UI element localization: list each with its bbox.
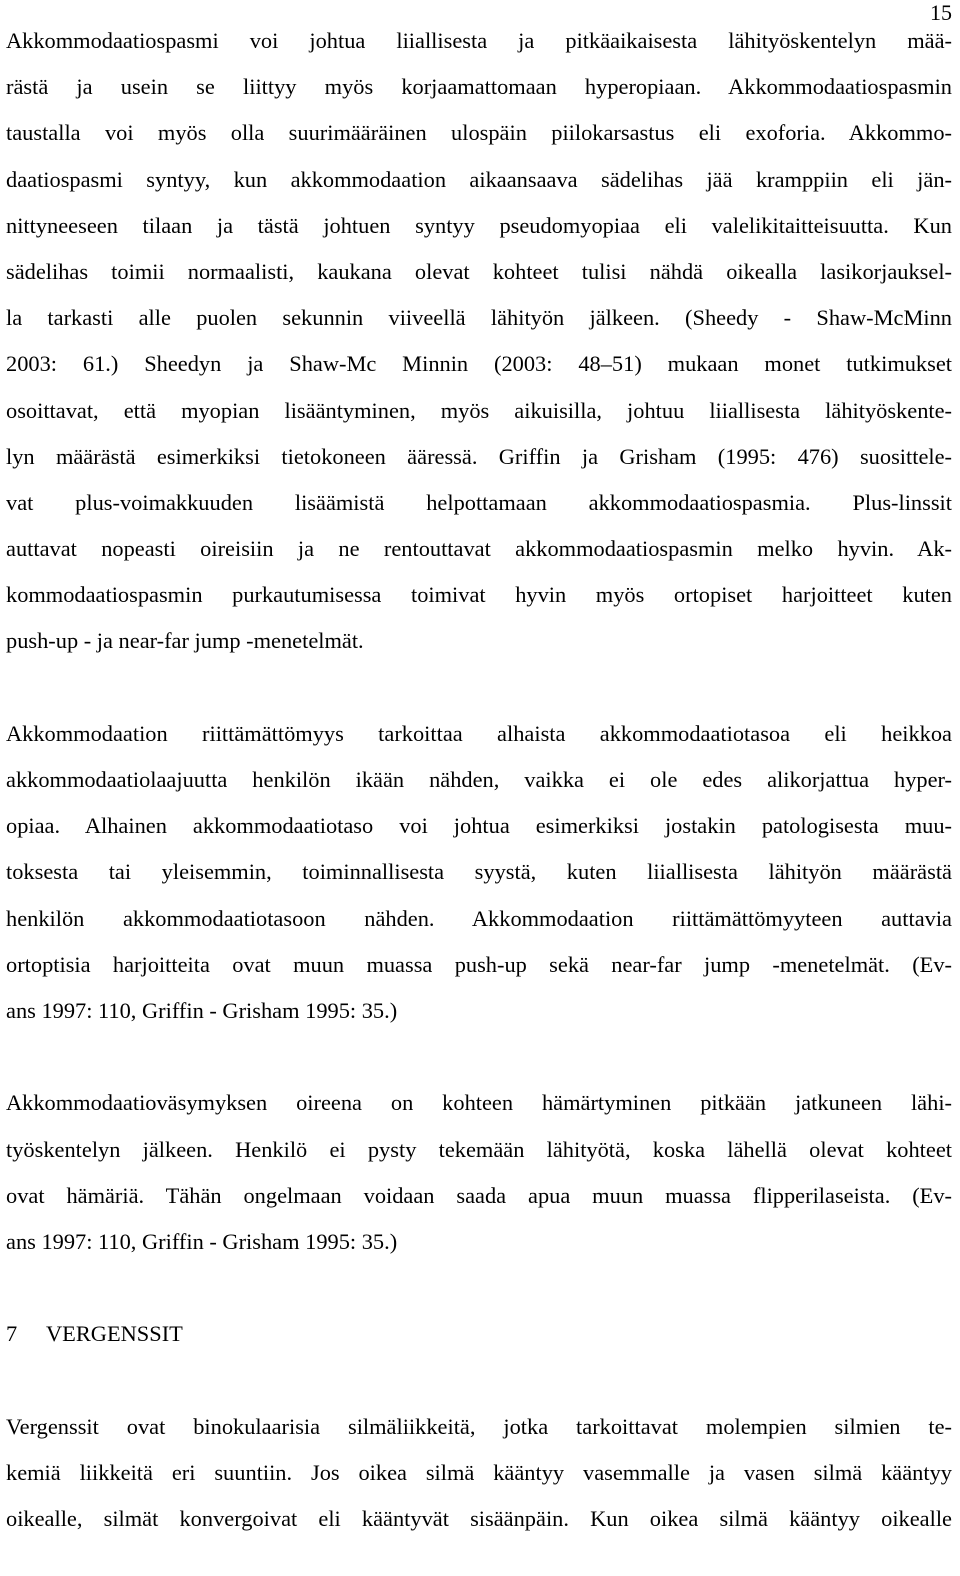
text-line: Akkommodaation riittämättömyys tarkoittaa alhaista akkommodaatiotasoa eli heikkoa [6, 720, 952, 746]
text-line: ortoptisia harjoitteita ovat muun muassa push-up sekä near-far jump -menetelmät. (Ev- [6, 951, 952, 977]
text-line: Akkommodaatiospasmi voi johtua liiallisesta ja pitkäaikaisesta lähityöskentelyn mää- [6, 28, 952, 53]
text-line: ans 1997: 110, Griffin - Grisham 1995: 35.) [6, 997, 398, 1023]
text-line: Vergenssit ovat binokulaarisia silmäliikkeitä, jotka tarkoittavat molempien silmien te- [6, 1413, 952, 1439]
text-line: auttavat nopeasti oireisiin ja ne rentouttavat akkommodaatiospasmin melko hyvin. Ak- [6, 536, 952, 562]
paragraph-accommodation-fatigue [6, 1080, 952, 1265]
text-line: vat plus-voimakkuuden lisäämistä helpottamaan akkommodaatiospasmia. Plus-linssit [6, 489, 952, 515]
section-number: 7 [6, 1321, 18, 1347]
text-line: nittyneeseen tilaan ja tästä johtuen syntyy pseudomyopiaa eli valelikitaitteisuutta. Kun [6, 212, 952, 238]
text-line: rästä ja usein se liittyy myös korjaamattomaan hyperopiaan. Akkommodaatiospasmin [6, 74, 952, 100]
text-line: akkommodaatiolaajuutta henkilön ikään nähden, vaikka ei ole edes alikorjattua hyper- [6, 767, 952, 792]
text-line: toksesta tai yleisemmin, toiminnallisesta syystä, kuten liiallisesta lähityön määrästä [6, 859, 952, 885]
document-body [6, 18, 952, 1542]
text-line: daatiospasmi syntyy, kun akkommodaation aikaansaava sädelihas jää kramppiin eli jän- [6, 166, 952, 192]
text-line: sädelihas toimii normaalisti, kaukana olevat kohteet tulisi nähdä oikealla lasikorjauksel- [6, 258, 952, 284]
text-line: ovat hämäriä. Tähän ongelmaan voidaan saada apua muun muassa flipperilaseista. (Ev- [6, 1182, 952, 1208]
text-line: oikealle, silmät konvergoivat eli kääntyvät sisäänpäin. Kun oikea silmä kääntyy oikealle [6, 1506, 952, 1531]
paragraph-gap [6, 1034, 952, 1080]
paragraph-gap [6, 1357, 952, 1403]
text-line: osoittavat, että myopian lisääntyminen, myös aikuisilla, johtuu liiallisesta lähityöskente- [6, 397, 952, 423]
text-line: henkilön akkommodaatiotasoon nähden. Akkommodaation riittämättömyyteen auttavia [6, 905, 952, 931]
text-line: kommodaatiospasmin purkautumisessa toimivat hyvin myös ortopiset harjoitteet kuten [6, 582, 952, 608]
text-line: Akkommodaatioväsymyksen oireena on kohteen hämärtyminen pitkään jatkuneen lähi- [6, 1090, 952, 1116]
paragraph-vergences [6, 1404, 952, 1543]
text-line: taustalla voi myös olla suurimääräinen ulospäin piilokarsastus eli exoforia. Akkommo- [6, 120, 952, 146]
text-line: lyn määrästä esimerkiksi tietokoneen ääressä. Griffin ja Grisham (1995: 476) suosittele- [6, 443, 952, 469]
page-number: 15 [930, 0, 952, 25]
text-line: push-up - ja near-far jump -menetelmät. [6, 628, 364, 654]
text-line: opiaa. Alhainen akkommodaatiotaso voi johtua esimerkiksi jostakin patologisesta muu- [6, 813, 952, 839]
text-line: 2003: 61.) Sheedyn ja Shaw-Mc Minnin (2003: 48–51) mukaan monet tutkimukset [6, 351, 952, 377]
text-line: työskentelyn jälkeen. Henkilö ei pysty tekemään lähityötä, koska lähellä olevat kohteet [6, 1136, 952, 1162]
paragraph-gap [6, 1265, 952, 1311]
section-heading [6, 1311, 952, 1357]
text-line: ans 1997: 110, Griffin - Grisham 1995: 35.) [6, 1228, 398, 1254]
text-line: la tarkasti alle puolen sekunnin viiveellä lähityön jälkeen. (Sheedy - Shaw-McMinn [6, 305, 952, 331]
text-line: kemiä liikkeitä eri suuntiin. Jos oikea silmä kääntyy vasemmalle ja vasen silmä kääntyy [6, 1459, 952, 1485]
paragraph-accommodation-spasm [6, 18, 952, 665]
paragraph-accommodation-insufficiency [6, 711, 952, 1034]
paragraph-gap [6, 665, 952, 711]
section-title: VERGENSSIT [46, 1321, 183, 1347]
